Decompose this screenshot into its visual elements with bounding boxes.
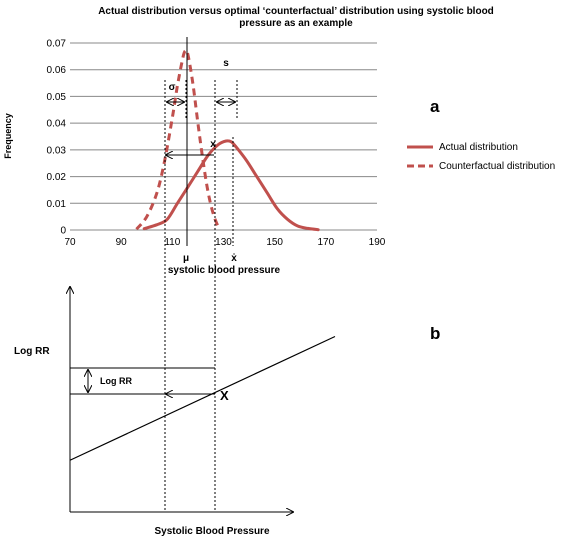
log-rr-bracket-label: Log RR xyxy=(100,376,132,386)
sigma-label: σ xyxy=(168,82,176,93)
y-tick-label: 0.01 xyxy=(46,198,66,210)
x-tick-label: 90 xyxy=(115,237,127,248)
panel-b xyxy=(14,287,440,537)
x-tick-label: 110 xyxy=(164,237,181,248)
s-label: s xyxy=(223,58,229,69)
y-tick-label: 0 xyxy=(60,225,66,237)
y-tick-label: 0.03 xyxy=(46,145,66,157)
chart-title-line-2: pressure as an example xyxy=(239,18,353,29)
legend-label-counterfactual: Counterfactual distribution xyxy=(439,161,556,172)
panel-b-y-axis-label: Log RR xyxy=(14,346,50,357)
y-tick-label: 0.02 xyxy=(46,172,66,184)
legend-label-actual: Actual distribution xyxy=(439,142,518,153)
panel-b-x-axis-label: Systolic Blood Pressure xyxy=(154,526,270,537)
panel-a-gridlines xyxy=(70,43,377,230)
legend xyxy=(407,142,555,172)
xbar-label: ẋ xyxy=(231,253,237,264)
panel-label-b: b xyxy=(430,324,441,343)
log-rr-regression-line xyxy=(70,337,335,461)
y-tick-label: 0.05 xyxy=(46,91,66,103)
series-actual-line xyxy=(144,141,318,230)
panel-a-x-ticks xyxy=(64,237,385,248)
mu-label: μ xyxy=(182,253,190,264)
panel-label-a: a xyxy=(430,97,440,116)
y-tick-label: 0.04 xyxy=(46,118,66,130)
y-tick-label: 0.07 xyxy=(46,38,66,50)
x-tick-label: 130 xyxy=(215,237,232,248)
panel-a-series xyxy=(137,50,319,230)
x-label: x xyxy=(210,139,216,150)
y-axis-label-frequency: Frequency xyxy=(3,113,13,159)
y-tick-label: 0.06 xyxy=(46,65,66,77)
x-tick-label: 150 xyxy=(266,237,284,248)
x-axis-label-sbp: systolic blood pressure xyxy=(167,265,281,276)
x-tick-label: 170 xyxy=(317,237,335,248)
point-x-label: X xyxy=(220,388,229,403)
x-tick-label: 190 xyxy=(368,237,386,248)
x-tick-label: 70 xyxy=(64,237,76,248)
chart-title-line-1: Actual distribution versus optimal ‘counterfactual’ distribution using systolic blood xyxy=(98,6,494,17)
panel-a-y-ticks xyxy=(47,39,67,237)
